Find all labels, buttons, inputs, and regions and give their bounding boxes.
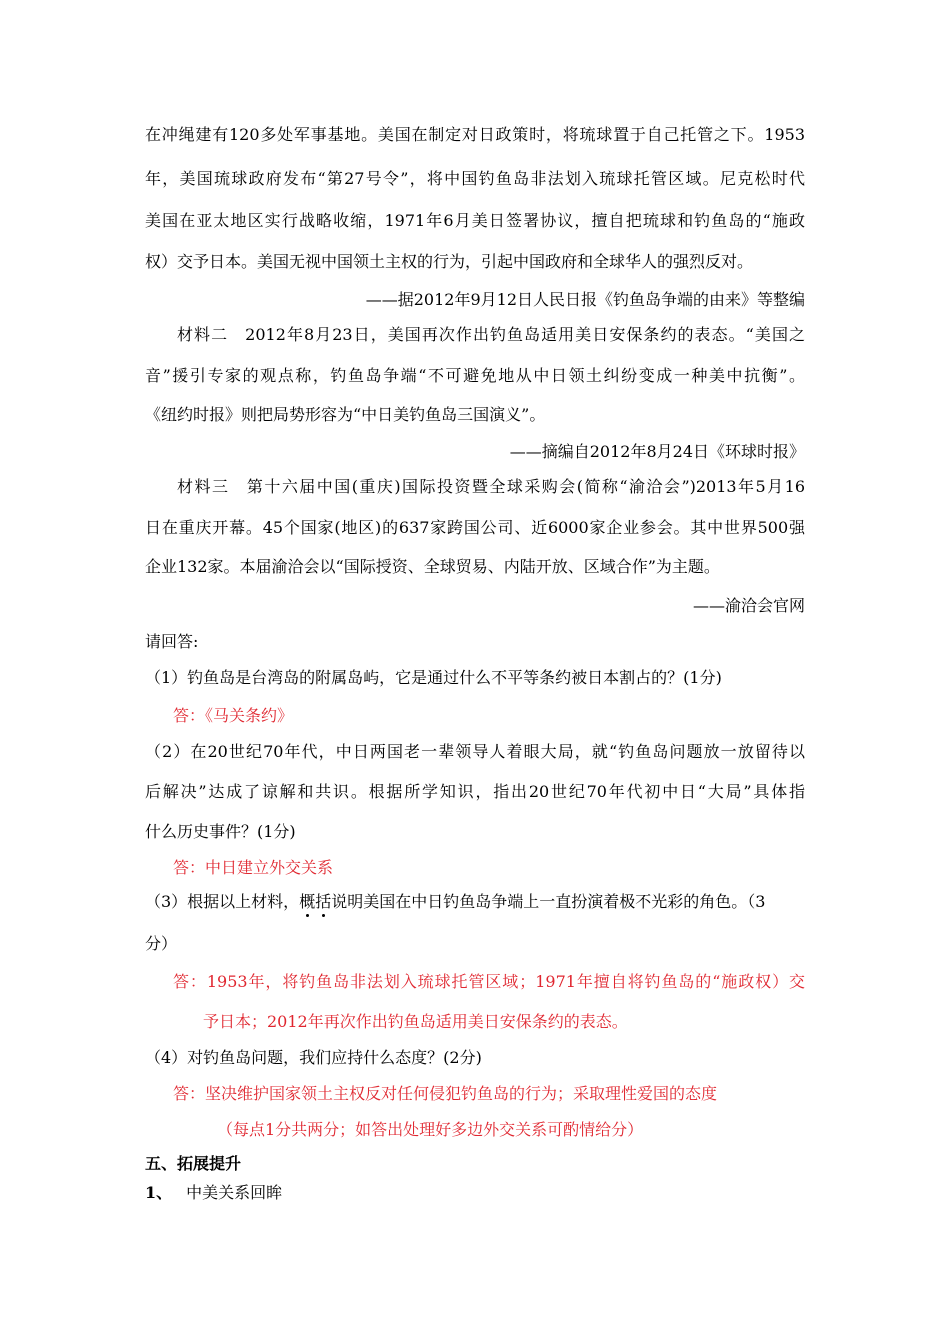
answer-3-line-2: 予日本；2012年再次作出钓鱼岛适用美日安保条约的表态。	[203, 1012, 628, 1031]
question-3-line-1	[145, 892, 765, 912]
question-3-text-before: （3）根据以上材料，	[145, 892, 300, 911]
material1-line-2: 年，美国琉球政府发布“第27号令”，将中国钓鱼岛非法划入琉球托管区域。尼克松时代	[145, 169, 805, 188]
emphasis-char-1: 概	[299, 892, 316, 911]
emphasis-char-2: 括	[315, 892, 332, 911]
list-item-number: 1、	[145, 1183, 173, 1202]
answer-4: 答：坚决维护国家领土主权反对任何侵犯钓鱼岛的行为；采取理性爱国的态度	[173, 1084, 718, 1103]
material3-line-2: 日在重庆开幕。45个国家(地区)的637家跨国公司、近6000家企业参会。其中世界500强	[145, 518, 805, 537]
material1-line-4: 权）交予日本。美国无视中国领土主权的行为，引起中国政府和全球华人的强烈反对。	[145, 252, 754, 271]
material1-source: ——据2012年9月12日人民日报《钓鱼岛争端的由来》等整编	[365, 290, 805, 309]
section-heading: 五、拓展提升	[145, 1154, 242, 1173]
material2-line-1: 材料二 2012年8月23日，美国再次作出钓鱼岛适用美日安保条约的表态。“美国之	[177, 325, 805, 344]
question-3-text-after: 说明美国在中日钓鱼岛争端上一直扮演着极不光彩的角色。（3	[331, 892, 766, 911]
material3-source: ——渝洽会官网	[692, 596, 805, 615]
question-2-line-1: （2）在20世纪70年代，中日两国老一辈领导人着眼大局，就“钓鱼岛问题放一放留待以	[145, 742, 805, 761]
question-2-line-3: 什么历史事件？(1分)	[145, 822, 296, 841]
material3-line-1: 材料三 第十六届中国(重庆)国际投资暨全球采购会(简称“渝洽会”)2013年5月16	[177, 477, 805, 496]
answer-2: 答：中日建立外交关系	[173, 858, 334, 877]
answer-4-scoring-note: （每点1分共两分；如答出处理好多边外交关系可酌情给分）	[217, 1120, 644, 1139]
material1-line-3: 美国在亚太地区实行战略收缩，1971年6月美日签署协议，擅自把琉球和钓鱼岛的“施政	[145, 211, 805, 230]
list-item-1	[145, 1183, 282, 1203]
material2-line-3: 《纽约时报》则把局势形容为“中日美钓鱼岛三国演义”。	[145, 405, 546, 424]
question-2-line-2: 后解决”达成了谅解和共识。根据所学知识，指出20世纪70年代初中日“大局”具体指	[145, 782, 805, 801]
question-3-line-2: 分）	[145, 934, 178, 953]
question-4: （4）对钓鱼岛问题，我们应持什么态度？(2分)	[145, 1048, 482, 1067]
material3-line-3: 企业132家。本届渝洽会以“国际授资、全球贸易、内陆开放、区域合作”为主题。	[145, 557, 720, 576]
list-item-text: 中美关系回眸	[186, 1183, 283, 1202]
material2-source: ——摘编自2012年8月24日《环球时报》	[509, 442, 805, 461]
question-1: （1）钓鱼岛是台湾岛的附属岛屿，它是通过什么不平等条约被日本割占的？(1分)	[145, 668, 722, 687]
material2-line-2: 音”援引专家的观点称，钓鱼岛争端“不可避免地从中日领土纠纷变成一种美中抗衡”。	[145, 366, 805, 385]
answer-prompt: 请回答:	[145, 632, 199, 651]
answer-1: 答：《马关条约》	[173, 706, 294, 725]
answer-3-line-1: 答：1953年，将钓鱼岛非法划入琉球托管区域；1971年擅自将钓鱼岛的“施政权）交	[173, 972, 805, 991]
material1-line-1: 在冲绳建有120多处军事基地。美国在制定对日政策时，将琉球置于自己托管之下。1953	[145, 125, 805, 144]
